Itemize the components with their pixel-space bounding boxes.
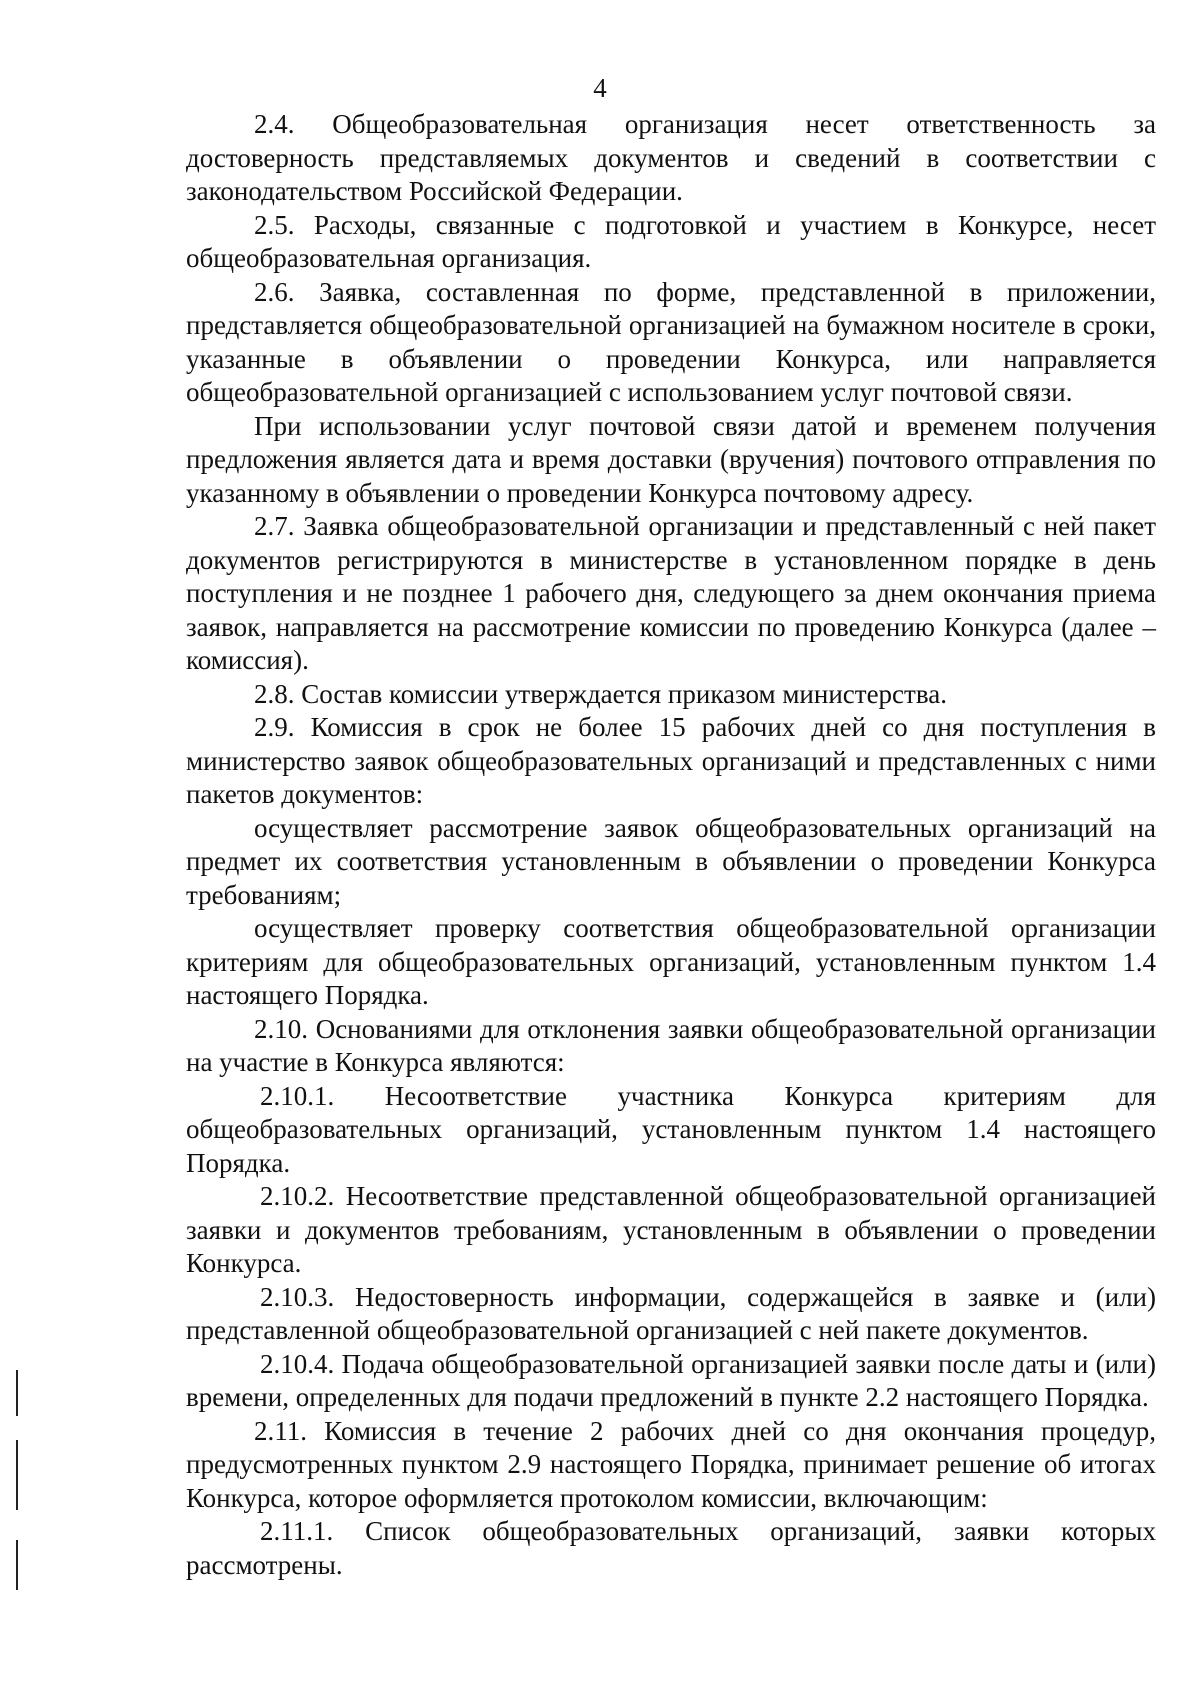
paragraph-2-10-1: 2.10.1. Несоответствие участника Конкурса критериям для общеобразовательных организаций, установленным пунктом 1.4 настоящего Порядка. [186,1080,1156,1178]
paragraph-2-8: 2.8. Состав комиссии утверждается приказом министерства. [254,678,947,709]
paragraph-2-10: 2.10. Основаниями для отклонения заявки общеобразовательной организации на участие в Конкурса являются: [186,1013,1156,1077]
paragraph-postal-delivery: При использовании услуг почтовой связи датой и временем получения предложения является дата и время доставки (вручения) почтового отправления по указанному в объявлении о проведении Конкурса почтовому адресу. [186,410,1156,508]
paragraph-2-7: 2.7. Заявка общеобразовательной организации и представленный с ней пакет документов регистрируются в министерстве в установленном порядке в день поступления и не позднее 1 рабочего дня, следующего за днем окончания приема заявок, направляется на рассмотрение комиссии по проведению Конкурса (далее – комиссия). [186,511,1156,675]
document-body [186,108,1156,1582]
paragraph-2-4: 2.4. Общеобразовательная организация несет ответственность за достоверность представляемых документов и сведений в соответствии с законодательством Российской Федерации. [186,109,1156,206]
scan-edge-line [16,1440,18,1510]
paragraph-2-5: 2.5. Расходы, связанные с подготовкой и участием в Конкурсе, несет общеобразовательная организация. [186,209,1156,273]
paragraph-2-9-item-review: осуществляет рассмотрение заявок общеобразовательных организаций на предмет их соответствия установленным в объявлении о проведении Конкурса требованиям; [186,812,1156,910]
paragraph-2-6: 2.6. Заявка, составленная по форме, представленной в приложении, представляется общеобразовательной организацией на бумажном носителе в сроки, указанные в объявлении о проведении Конкурса, или направляется общеобразовательной организацией с использованием услуг почтовой связи. [186,276,1156,407]
page-number: 4 [593,73,607,103]
paragraph-2-11-1: 2.11.1. Список общеобразовательных организаций, заявки которых рассмотрены. [186,1516,1156,1580]
paragraph-2-11: 2.11. Комиссия в течение 2 рабочих дней со дня окончания процедур, предусмотренных пунктом 2.9 настоящего Порядка, принимает решение об итогах Конкурса, которое оформляется протоколом комиссии, включающим: [186,1415,1156,1513]
paragraph-2-10-4: 2.10.4. Подача общеобразовательной организацией заявки после даты и (или) времени, определенных для подачи предложений в пункте 2.2 настоящего Порядка. [186,1348,1156,1412]
scan-edge-line [16,1370,18,1416]
paragraph-2-10-2: 2.10.2. Несоответствие представленной общеобразовательной организацией заявки и документов требованиям, установленным в объявлении о проведении Конкурса. [186,1181,1156,1278]
paragraph-2-10-3: 2.10.3. Недостоверность информации, содержащейся в заявке и (или) представленной общеобразовательной организацией с ней пакете документов. [186,1281,1156,1345]
paragraph-2-9-item-check: осуществляет проверку соответствия общеобразовательной организации критериям для общеобразовательных организаций, установленным пунктом 1.4 настоящего Порядка. [186,913,1156,1010]
scan-edge-line [16,1540,18,1590]
paragraph-2-9: 2.9. Комиссия в срок не более 15 рабочих дней со дня поступления в министерство заявок общеобразовательных организаций и представленных с ними пакетов документов: [186,712,1156,809]
